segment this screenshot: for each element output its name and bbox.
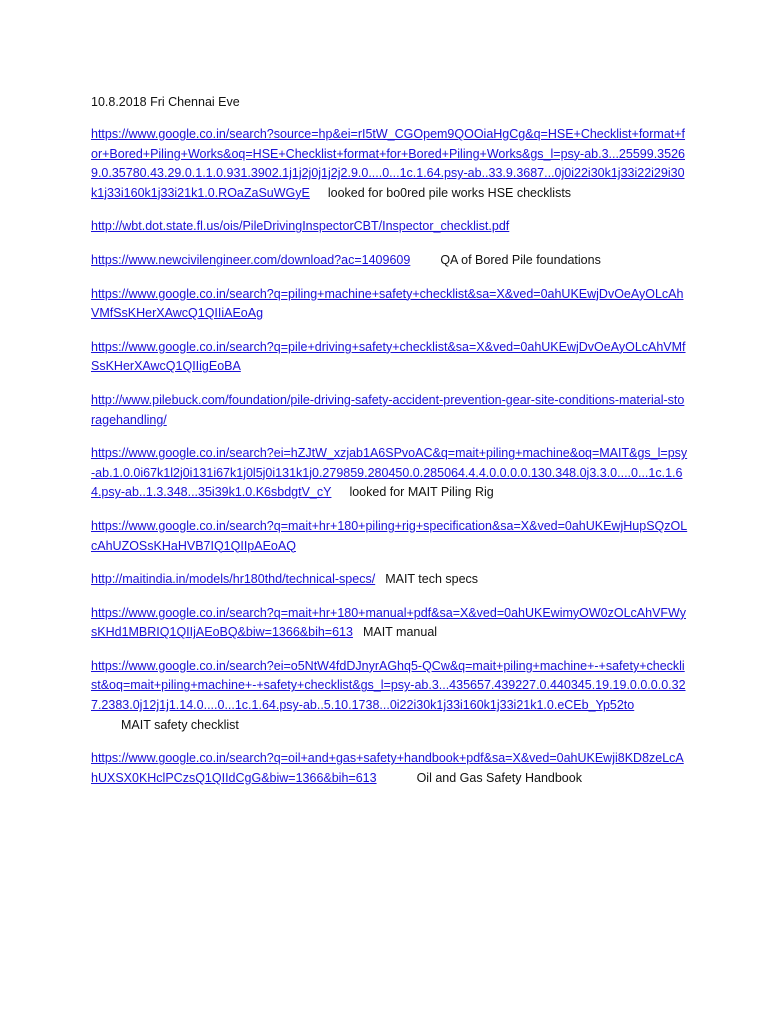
link-url[interactable]: https://www.google.co.in/search?q=pile+driving+safety+checklist&sa=X&ved=0ahUKEwjDvOeAyOLcAhVMfSsKHerXAwcQ1QIIigEoBA	[91, 339, 686, 374]
link-url[interactable]: http://wbt.dot.state.fl.us/ois/PileDrivingInspectorCBT/Inspector_checklist.pdf	[91, 219, 510, 234]
link-note: looked for bo0red pile works HSE checklists	[327, 185, 572, 200]
link-url[interactable]: https://www.google.co.in/search?q=piling+machine+safety+checklist&sa=X&ved=0ahUKEwjDvOeAyOLcAhVMfSsKHerXAwcQ1QIIiAEoAg	[91, 286, 684, 321]
link-url[interactable]: https://www.google.co.in/search?ei=hZJtW_xzjab1A6SPvoAC&q=mait+piling+machine&oq=MAIT&gs_l=psy-ab.1.0.0i67k1l2j0i131i67k1j0l5j0i131k1j0.279859.280450.0.285064.4.4.0.0.0.0.130.348.0j3.3.0....0...1c.1.64.psy-ab..1.3.348...35i39k1.0.K6sbdgtV_cY	[91, 446, 688, 500]
link-url[interactable]: https://www.google.co.in/search?q=mait+hr+180+piling+rig+specification&sa=X&ved=0ahUKEwjHupSQzOLcAhUZOSsKHaHVB7IQ1QIIpAEoAQ	[91, 518, 688, 553]
link-entry	[91, 391, 688, 430]
link-note: MAIT tech specs	[385, 572, 479, 587]
link-note: looked for MAIT Piling Rig	[349, 485, 494, 500]
link-url[interactable]: http://maitindia.in/models/hr180thd/technical-specs/	[91, 572, 376, 587]
link-entry	[91, 217, 688, 237]
link-entry	[91, 125, 688, 203]
link-url[interactable]: https://www.google.co.in/search?q=mait+hr+180+manual+pdf&sa=X&ved=0ahUKEwimyOW0zOLcAhVFWysKHd1MBRIQ1QIIjAEoBQ&biw=1366&bih=613	[91, 605, 686, 640]
link-entry	[91, 749, 688, 788]
link-note: MAIT manual	[362, 625, 438, 640]
link-note: MAIT safety checklist	[121, 717, 239, 732]
link-url[interactable]: http://www.pilebuck.com/foundation/pile-driving-safety-accident-prevention-gear-site-conditions-material-storagehandling/	[91, 392, 685, 427]
link-entry	[91, 657, 688, 735]
link-entry	[91, 285, 688, 324]
link-entry	[91, 251, 688, 271]
link-entry	[91, 517, 688, 556]
document-date-line: 10.8.2018 Fri Chennai Eve	[91, 95, 240, 109]
link-url[interactable]: https://www.google.co.in/search?ei=o5NtW4fdDJnyrAGhq5-QCw&q=mait+piling+machine+-+safety+checklist&oq=mait+piling+machine+-+safety+checklist&gs_l=psy-ab.3...435657.439227.0.440345.19.19.0.0.0.0.327.2383.0j12j1j1.14.0....0...1c.1.64.psy-ab..5.10.1738...0i22i30k1j33i160k1j33i21k1.0.eCEb_Yp52to	[91, 658, 686, 713]
link-note: QA of Bored Pile foundations	[440, 252, 601, 267]
link-entry	[91, 604, 688, 643]
link-url[interactable]: https://www.google.co.in/search?source=hp&ei=rI5tW_CGOpem9QOOiaHgCg&q=HSE+Checklist+format+for+Bored+Piling+Works&oq=HSE+Checklist+format+for+Bored+Piling+Works&gs_l=psy-ab.3...25599.35269.0.35780.43.29.0.1.1.0.931.3902.1j1j2j0j1j2j2.9.0....0...1c.1.64.psy-ab..33.9.3687...0j0i22i30k1j33i22i29i30k1j33i160k1j33i21k1.0.ROaZaSuWGyE	[91, 127, 686, 200]
link-url[interactable]: https://www.newcivilengineer.com/download?ac=1409609	[91, 252, 411, 267]
link-entry	[91, 444, 688, 503]
link-entry	[91, 570, 688, 590]
link-note: Oil and Gas Safety Handbook	[416, 770, 582, 785]
link-url[interactable]: https://www.google.co.in/search?q=oil+and+gas+safety+handbook+pdf&sa=X&ved=0ahUKEwji8KD8zeLcAhUXSX0KHclPCzsQ1QIIdCgG&biw=1366&bih=613	[91, 751, 684, 785]
link-entry	[91, 338, 688, 377]
